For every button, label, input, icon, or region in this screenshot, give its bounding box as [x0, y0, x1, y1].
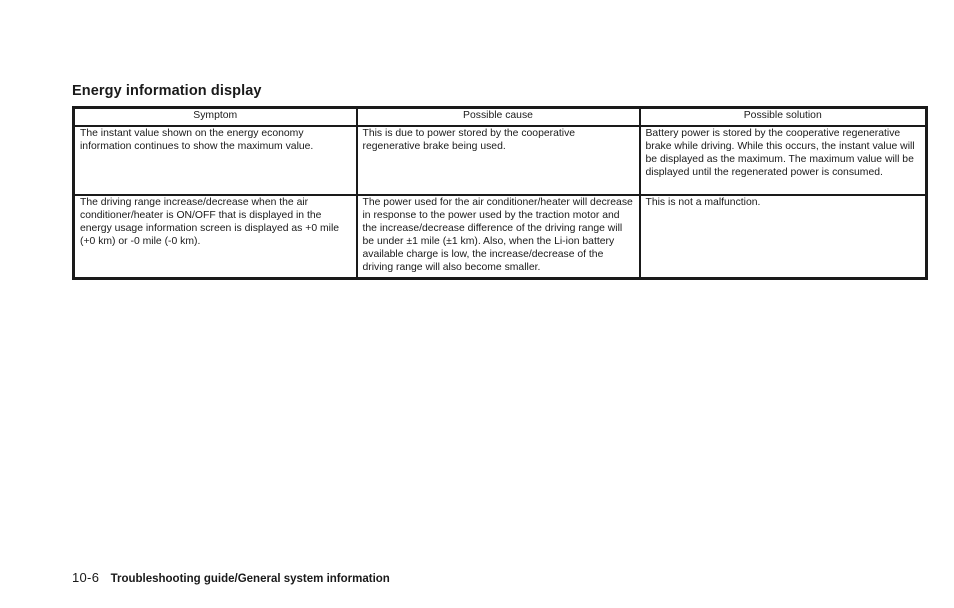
symptom-cell: The driving range increase/decrease when the air conditioner/heater is ON/OFF that is displayed in the energy usage information screen is displayed as +0 mile (+0 km) or -0 mile (-0 km).: [74, 195, 357, 279]
header-possible-solution: Possible solution: [640, 108, 927, 127]
page-footer: [72, 570, 390, 585]
table-row: [74, 195, 927, 279]
footer-title: Troubleshooting guide/General system information: [110, 573, 390, 585]
header-possible-cause: Possible cause: [357, 108, 640, 127]
cause-cell: The power used for the air conditioner/heater will decrease in response to the power used by the traction motor and the increase/decrease difference of the driving range will be under ±1 mile (±1 km). Also, when the Li-ion battery available charge is low, the increase/decrease of the driving range will also become smaller.: [357, 195, 640, 279]
troubleshooting-table: [72, 106, 928, 280]
section-title: Energy information display: [72, 83, 262, 99]
table-row: [74, 126, 927, 195]
page-number: 10-6: [72, 570, 100, 585]
table-header-row: [74, 108, 927, 127]
symptom-cell: The instant value shown on the energy economy information continues to show the maximum value.: [74, 126, 357, 195]
header-symptom: Symptom: [74, 108, 357, 127]
solution-cell: Battery power is stored by the cooperative regenerative brake while driving. While this occurs, the instant value will be displayed as the maximum. The maximum value will be displayed until the regenerated power is consumed.: [640, 126, 927, 195]
cause-cell: This is due to power stored by the cooperative regenerative brake being used.: [357, 126, 640, 195]
solution-cell: This is not a malfunction.: [640, 195, 927, 279]
